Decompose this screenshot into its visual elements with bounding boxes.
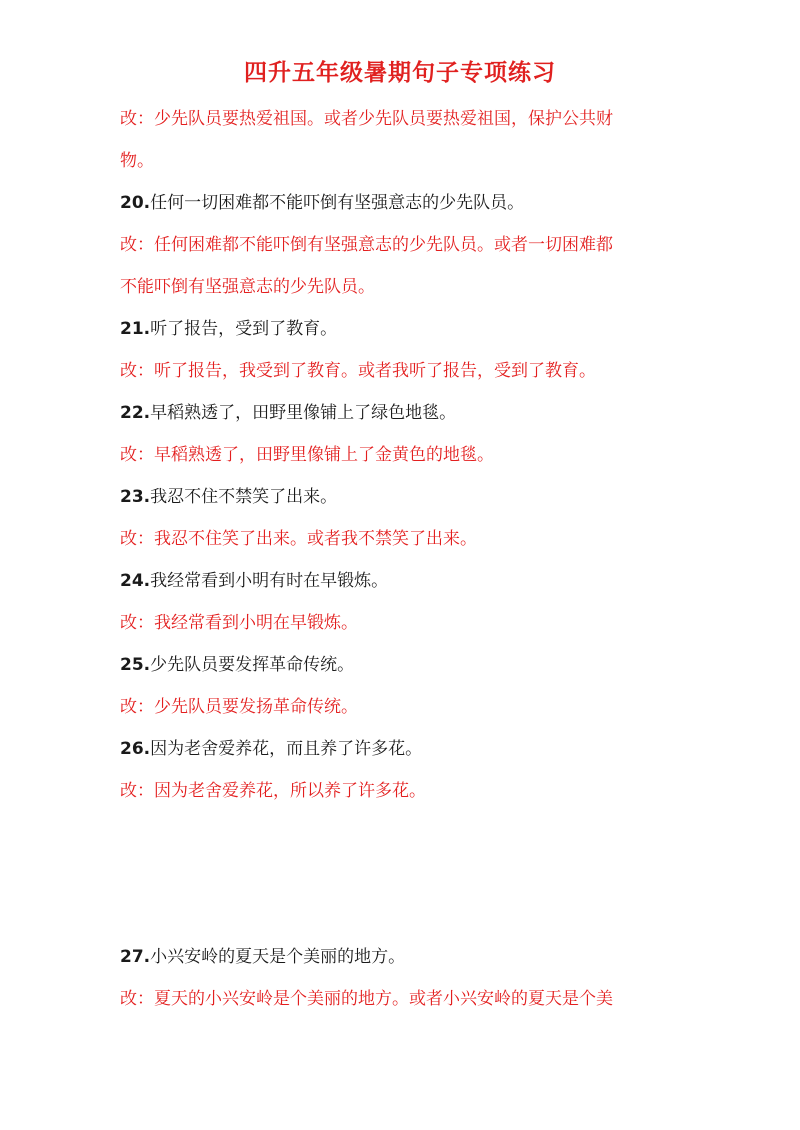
answer-line: 改：少先队员要热爱祖国。或者少先队员要热爱祖国，保护公共财	[120, 109, 613, 129]
question-number: 21.	[120, 319, 151, 339]
answer-line: 改：夏天的小兴安岭是个美丽的地方。或者小兴安岭的夏天是个美	[120, 989, 613, 1009]
answer-line: 物。	[120, 151, 154, 171]
question-number: 23.	[120, 487, 151, 507]
question-23	[120, 484, 690, 510]
answer-line: 改：我忍不住笑了出来。或者我不禁笑了出来。	[120, 529, 477, 549]
question-text: 任何一切困难都不能吓倒有坚强意志的少先队员。	[150, 193, 525, 213]
answer-line: 改：少先队员要发扬革命传统。	[120, 697, 358, 717]
question-24	[120, 568, 690, 594]
answer-line: 改：任何困难都不能吓倒有坚强意志的少先队员。或者一切困难都	[120, 235, 613, 255]
question-21	[120, 316, 690, 342]
page-title: 四升五年级暑期句子专项练习	[244, 60, 556, 86]
question-26	[120, 736, 690, 762]
question-text: 听了报告，受到了教育。	[150, 319, 338, 339]
question-number: 27.	[120, 947, 151, 967]
question-22	[120, 400, 690, 426]
question-number: 25.	[120, 655, 151, 675]
question-number: 24.	[120, 571, 151, 591]
question-text: 早稻熟透了，田野里像铺上了绿色地毯。	[150, 403, 457, 423]
answer-line: 改：我经常看到小明在早锻炼。	[120, 613, 358, 633]
answer-line: 改：听了报告，我受到了教育。或者我听了报告，受到了教育。	[120, 361, 596, 381]
question-25	[120, 652, 690, 678]
question-27	[120, 944, 690, 970]
question-text: 少先队员要发挥革命传统。	[150, 655, 355, 675]
question-text: 我经常看到小明有时在早锻炼。	[150, 571, 389, 591]
answer-line: 不能吓倒有坚强意志的少先队员。	[120, 277, 375, 297]
question-number: 22.	[120, 403, 151, 423]
question-text: 因为老舍爱养花，而且养了许多花。	[150, 739, 423, 759]
question-20	[120, 190, 690, 216]
answer-line: 改：因为老舍爱养花，所以养了许多花。	[120, 781, 426, 801]
question-number: 26.	[120, 739, 151, 759]
answer-line: 改：早稻熟透了，田野里像铺上了金黄色的地毯。	[120, 445, 494, 465]
question-text: 我忍不住不禁笑了出来。	[150, 487, 338, 507]
question-number: 20.	[120, 193, 151, 213]
question-text: 小兴安岭的夏天是个美丽的地方。	[150, 947, 406, 967]
